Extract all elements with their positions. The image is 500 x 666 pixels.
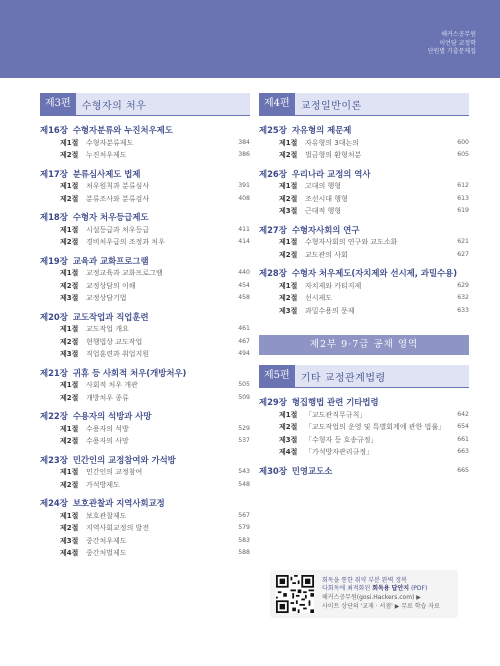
section-row (259, 249, 469, 262)
page-number: 494 (238, 350, 250, 357)
promo-text-part: (PDF) (409, 585, 428, 593)
section-title: 벌금형의 환형처분 (305, 151, 362, 159)
section-number: 제1절 (60, 269, 79, 277)
section-row (40, 224, 250, 237)
chapter-heading (40, 211, 250, 224)
promo-line (322, 585, 440, 594)
chapter-title: 교육과 교화프로그램 (72, 255, 149, 266)
page-number: 613 (457, 194, 469, 202)
part-label: 제4편 (259, 93, 295, 115)
chapter-number: 제25장 (259, 125, 287, 135)
section-number: 제3절 (60, 350, 79, 358)
chapter-title: 민영교도소 (291, 465, 333, 476)
promo-text (322, 577, 440, 611)
page-number: 543 (238, 468, 250, 475)
chapter-title: 우리나라 교정의 역사 (291, 168, 371, 179)
section-row (259, 409, 469, 422)
section-number: 제3절 (279, 306, 298, 315)
chapter-title: 자유형의 제문제 (291, 125, 352, 135)
page-number: 440 (238, 269, 250, 276)
page-number: 529 (238, 424, 250, 432)
chapter-title: 분류심사제도 법제 (72, 168, 141, 179)
section-title: 교도작업 개요 (86, 325, 129, 333)
part-title: 기타 교정관계법령 (300, 372, 386, 384)
section-number: 제2절 (60, 238, 79, 246)
section-number: 제1절 (279, 281, 298, 290)
section-title: 현행법상 교도작업 (86, 337, 143, 346)
section-title: 중간처우제도 (86, 536, 127, 545)
chapter-number: 제18장 (40, 212, 68, 222)
section-row (40, 479, 250, 492)
page-number: 548 (238, 480, 250, 488)
answer-sheet-promo (270, 570, 458, 618)
page-number: 619 (457, 207, 469, 214)
page-number: 663 (457, 448, 469, 455)
chapter-heading (259, 465, 469, 478)
promo-line: 회독을 통한 취약 부분 완벽 정복 (322, 576, 407, 584)
section-number: 제2절 (60, 524, 79, 532)
chapter-heading (40, 367, 250, 380)
chapter-heading (40, 311, 250, 324)
section-number: 제1절 (279, 138, 298, 147)
page-number: 642 (457, 410, 469, 418)
chapter-title: 수형자사회의 연구 (291, 224, 360, 235)
section-number: 제3절 (60, 536, 79, 545)
section-number: 제1절 (279, 410, 298, 419)
section-title: 민간인의 교정참여 (86, 468, 143, 476)
page-number: 627 (457, 250, 469, 258)
section-number: 제2절 (279, 294, 298, 302)
section-number: 제1절 (279, 238, 298, 246)
chapter-number: 제28장 (259, 268, 287, 278)
section-number: 제2절 (60, 437, 79, 445)
section-title: 보호관찰제도 (86, 511, 127, 520)
section-row (40, 292, 250, 305)
section-number: 제2절 (60, 480, 79, 489)
section-title: 경비처우급의 조정과 처우 (86, 238, 165, 246)
section-title: 근대적 행형 (305, 207, 342, 215)
section-number: 제2절 (60, 281, 79, 290)
page-number: 537 (238, 437, 250, 444)
chapter-title: 수형자 처우제도(자치제와 선시제, 과밀수용) (291, 268, 458, 278)
section-row (40, 180, 250, 193)
promo-line: 사이트 상단의 '교재 · 서점' ▶ 무료 학습 자료 (322, 602, 440, 610)
page-number: 414 (238, 238, 250, 245)
chapter-number: 제19장 (40, 255, 68, 266)
section-title: 교정상담기법 (86, 294, 127, 302)
section-title: 교정상담의 이해 (86, 281, 136, 290)
page-number: 467 (238, 337, 250, 345)
section-title: 「수형자 등 호송규정」 (305, 435, 378, 444)
section-row (40, 510, 250, 523)
section-number: 제1절 (60, 225, 79, 234)
chapter-heading (259, 224, 469, 237)
header-line: 단원별 기출문제집 (427, 48, 476, 55)
section-row (40, 535, 250, 548)
page-number: 454 (238, 281, 250, 289)
section-number: 제1절 (60, 325, 79, 333)
page-number: 600 (457, 138, 469, 146)
section-number: 제2절 (279, 194, 298, 203)
section-number: 제2절 (60, 194, 79, 203)
section-row (259, 149, 469, 162)
section-row (259, 421, 469, 434)
section-title: 개방처우 종류 (86, 393, 129, 402)
page-number: 567 (238, 511, 250, 519)
section-row (40, 466, 250, 479)
part-label: 제3편 (40, 93, 76, 115)
chapter-heading (40, 168, 250, 181)
section-number: 제2절 (60, 393, 79, 402)
page-number: 661 (457, 435, 469, 443)
chapter-title: 수형자분류와 누진처우제도 (72, 125, 173, 135)
chapter-title: 수용자의 석방과 사망 (72, 411, 152, 421)
header-band (0, 0, 500, 78)
toc-right-column (259, 93, 469, 477)
section-row (40, 379, 250, 392)
page-number: 612 (457, 182, 469, 189)
chapter-number: 제24장 (40, 498, 68, 508)
section-title: 수형자분류제도 (86, 138, 134, 147)
page-number: 386 (238, 151, 250, 158)
section-number: 제1절 (60, 511, 79, 520)
page-number: 654 (457, 423, 469, 430)
chapter-number: 제23장 (40, 454, 68, 465)
part-title: 수형자의 처우 (81, 100, 147, 112)
section-row (40, 267, 250, 280)
chapter-heading (40, 497, 250, 510)
part-header (40, 93, 250, 116)
section-number: 제2절 (60, 151, 79, 159)
page-number: 629 (457, 281, 469, 289)
section-title: 「교도작업의 운영 및 특별회계에 관한 법률」 (305, 423, 445, 431)
chapter-title: 귀휴 등 사회적 처우(개방처우) (72, 367, 187, 378)
chapter-heading (40, 454, 250, 467)
toc-left-column (40, 93, 250, 560)
section-row (259, 446, 469, 459)
section-row (40, 193, 250, 206)
section-title: 처우원칙과 분류심사 (86, 182, 150, 190)
page-number: 632 (457, 294, 469, 301)
chapter-heading (259, 168, 469, 181)
section-row (259, 137, 469, 150)
page-number: 391 (238, 182, 250, 189)
section-row (259, 292, 469, 305)
section-number: 제3절 (279, 207, 298, 215)
section-number: 제4절 (60, 549, 79, 557)
page-number: 588 (238, 549, 250, 556)
chapter-number: 제30장 (259, 465, 287, 476)
section-number: 제1절 (279, 182, 298, 190)
section-title: 가석방제도 (86, 480, 120, 489)
page-number: 579 (238, 524, 250, 531)
section-number: 제2절 (279, 250, 298, 259)
section-title: 고대의 행형 (305, 182, 342, 190)
chapter-title: 보호관찰과 지역사회교정 (72, 498, 165, 508)
chapter-heading (40, 124, 250, 137)
promo-text-part: 다회독에 최적화된 (322, 585, 373, 593)
page-number: 665 (457, 466, 469, 474)
section-number: 제1절 (60, 424, 79, 433)
chapter-title: 민간인의 교정참여와 가석방 (72, 454, 176, 465)
section-title: 수용자의 사망 (86, 437, 129, 445)
section-row (40, 236, 250, 249)
section-title: 사회적 처우 개관 (86, 381, 138, 389)
section-row (40, 547, 250, 560)
section-title: 지역사회교정의 발전 (86, 524, 150, 532)
section-title: 자치제와 카티지제 (305, 281, 362, 290)
chapter-list (259, 124, 469, 317)
section-row (259, 193, 469, 206)
page-number: 621 (457, 238, 469, 245)
book-title-block (428, 31, 476, 57)
part-header (259, 93, 469, 116)
page-number: 384 (238, 138, 250, 146)
chapter-heading (40, 410, 250, 423)
section-title: 교도관의 사회 (305, 250, 348, 259)
section-number: 제2절 (279, 423, 298, 431)
section-row (40, 392, 250, 405)
section-number: 제1절 (60, 381, 79, 389)
section-number: 제4절 (279, 448, 298, 456)
chapter-number: 제16장 (40, 125, 68, 135)
header-line: 이언담 교정학 (439, 39, 476, 47)
chapter-title: 형집행법 관련 기타법령 (291, 397, 379, 407)
chapter-number: 제17장 (40, 168, 68, 179)
chapter-number: 제22장 (40, 411, 68, 421)
section-number: 제1절 (60, 182, 79, 190)
qr-code-icon[interactable] (276, 575, 314, 613)
section-row (40, 435, 250, 448)
section-row (40, 137, 250, 150)
section-title: 「교도관직무규칙」 (305, 410, 367, 419)
section-title: 분류조사와 분류검사 (86, 194, 150, 203)
section-title: 교정교육과 교화프로그램 (86, 269, 163, 277)
section-number: 제1절 (60, 468, 79, 476)
chapter-heading (259, 267, 469, 280)
section-row (40, 280, 250, 293)
section-title: 시설등급과 처우등급 (86, 225, 150, 234)
page-number: 633 (457, 306, 469, 314)
section-title: 수형자사회의 연구와 교도소화 (305, 238, 398, 246)
section-row (40, 323, 250, 336)
chapter-number: 제26장 (259, 168, 287, 179)
page-number: 509 (238, 393, 250, 401)
chapter-number: 제21장 (40, 367, 68, 378)
chapter-number: 제29장 (259, 397, 287, 407)
chapter-heading (40, 255, 250, 268)
section-row (259, 205, 469, 218)
section-row (259, 180, 469, 193)
promo-highlight: 회독용 답안지 (372, 585, 410, 593)
section-row (40, 336, 250, 349)
chapter-number: 제27장 (259, 224, 287, 235)
section-title: 「가석방자관리규정」 (305, 448, 374, 456)
section-number: 제3절 (60, 294, 79, 302)
section-title: 누진처우제도 (86, 151, 127, 159)
section-row (40, 522, 250, 535)
section-title: 직업훈련과 취업지원 (86, 350, 150, 358)
chapter-heading (259, 124, 469, 137)
chapter-title: 수형자 처우등급제도 (72, 212, 149, 222)
part-header (259, 365, 469, 388)
section-title: 과밀수용의 문제 (305, 306, 355, 315)
section-number: 제2절 (60, 337, 79, 346)
part-title: 교정일반이론 (300, 100, 362, 112)
section-title: 선시제도 (305, 294, 333, 302)
part-label: 제5편 (259, 365, 295, 387)
page-number: 411 (238, 225, 250, 233)
chapter-number: 제20장 (40, 311, 68, 322)
section-title: 중간처벌제도 (86, 549, 127, 557)
section-title: 조선시대 행형 (305, 194, 348, 203)
page-number: 605 (457, 151, 469, 158)
section-row (40, 348, 250, 361)
section-title: 자유형의 3대논의 (305, 138, 360, 147)
page-number: 458 (238, 294, 250, 301)
chapter-list (40, 124, 250, 560)
section-row (259, 280, 469, 293)
chapter-title: 교도작업과 직업훈련 (72, 311, 149, 322)
section-title: 수용자의 석방 (86, 424, 129, 433)
section-row (259, 236, 469, 249)
promo-line[interactable]: 해커스공무원(gosi.Hackers.com) ▶ (322, 594, 421, 601)
part2-divider: 제2부 9·7급 공채 영역 (259, 335, 469, 355)
section-row (259, 434, 469, 447)
page-number: 461 (238, 325, 250, 332)
section-row (40, 423, 250, 436)
chapter-heading (259, 396, 469, 409)
section-number: 제3절 (279, 435, 298, 444)
section-row (259, 305, 469, 318)
section-row (40, 149, 250, 162)
section-number: 제2절 (279, 151, 298, 159)
page-number: 583 (238, 536, 250, 544)
page-number: 505 (238, 381, 250, 388)
section-number: 제1절 (60, 138, 79, 147)
page-number: 408 (238, 194, 250, 202)
header-line: 해커스공무원 (441, 31, 476, 38)
